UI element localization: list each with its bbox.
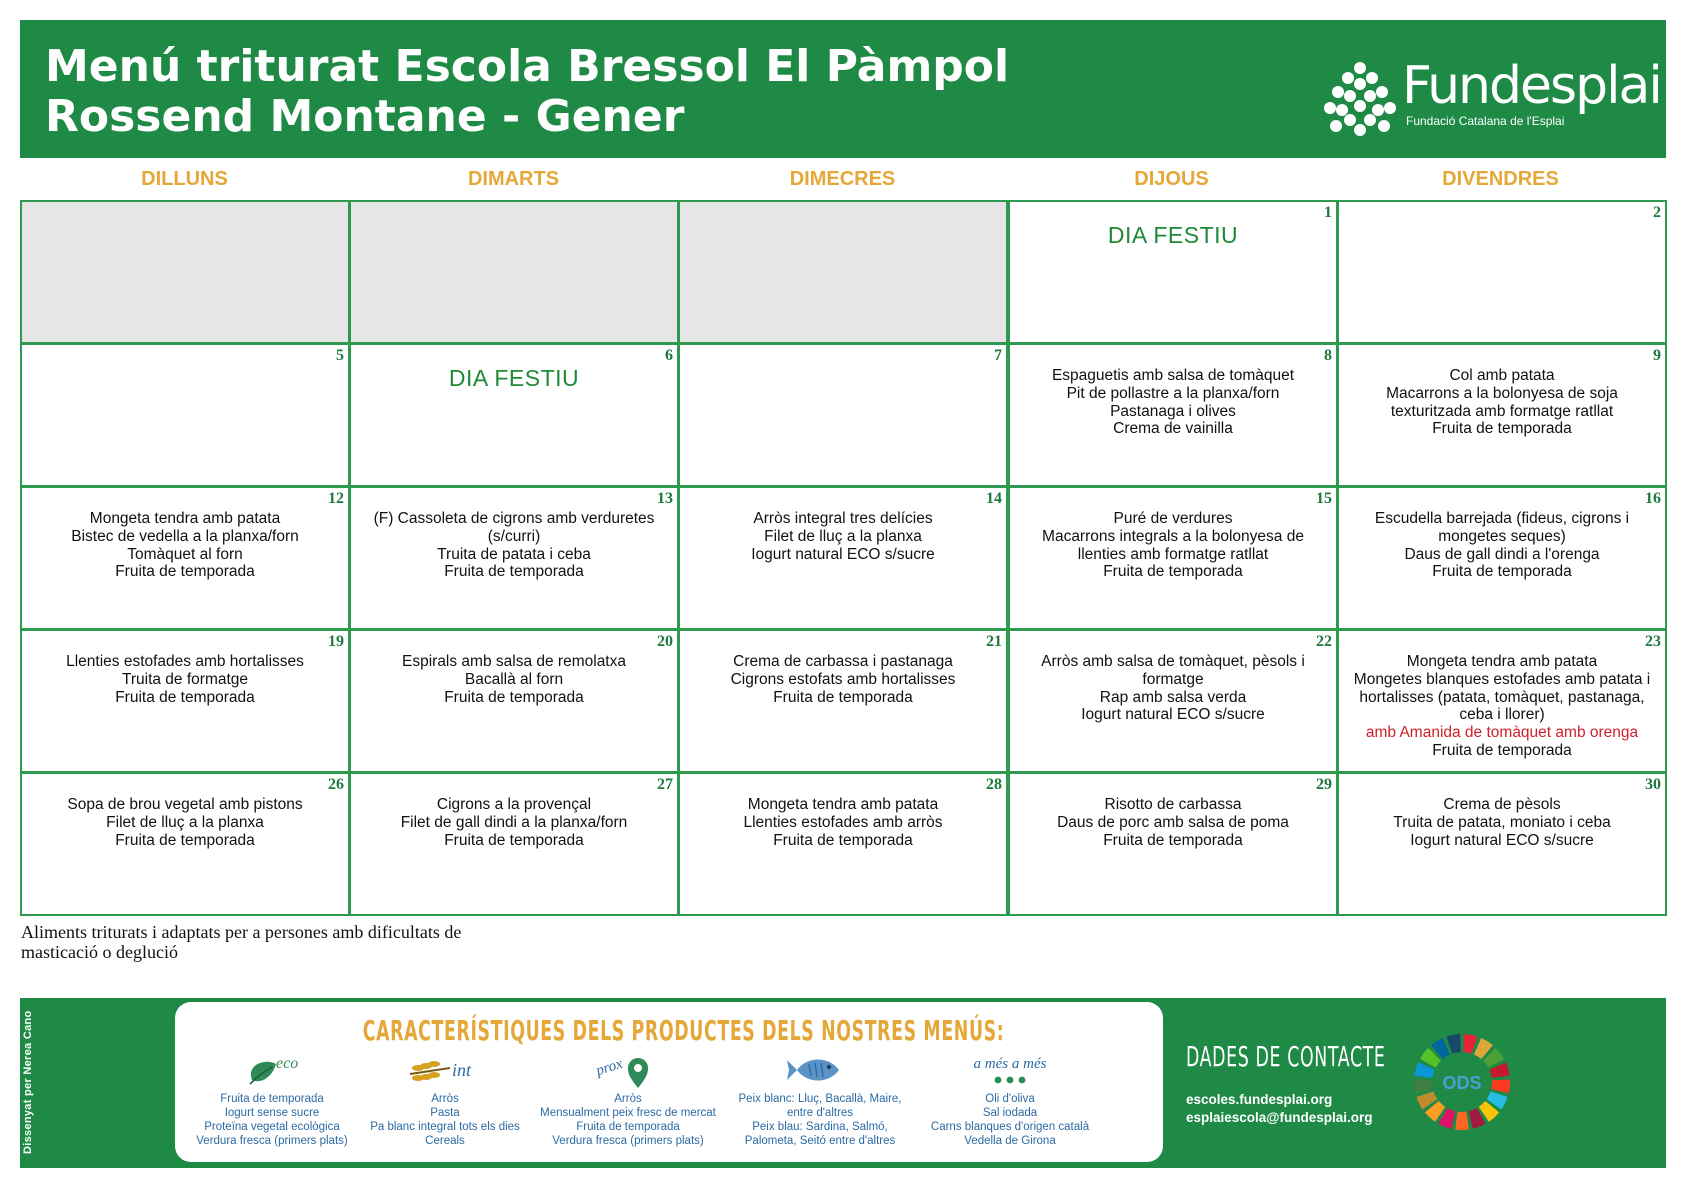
menu-dish: Daus de gall dindi a l'orenga bbox=[1404, 545, 1600, 563]
weekday-wednesday: DIMECRES bbox=[789, 168, 896, 190]
product-line: Pa blanc integral tots els dies bbox=[370, 1121, 520, 1133]
day-cell-wednesday bbox=[678, 629, 1008, 773]
product-line: Sal iodada bbox=[982, 1107, 1038, 1119]
menu-dish: Fruita de temporada bbox=[115, 831, 255, 849]
extras-label: a més a més bbox=[973, 1056, 1047, 1072]
ods-label: ODS bbox=[1442, 1073, 1482, 1093]
day-number: 21 bbox=[986, 633, 1002, 650]
menu-dish: Espaguetis amb salsa de tomàquet bbox=[1051, 367, 1295, 384]
day-number: 19 bbox=[328, 633, 344, 650]
menu-dish: Puré de verdures bbox=[1113, 510, 1233, 527]
day-number: 28 bbox=[986, 776, 1002, 793]
menu-dishes bbox=[36, 796, 334, 849]
menu-dish: Col amb patata bbox=[1449, 367, 1555, 384]
product-line: Cereals bbox=[425, 1135, 465, 1147]
ods-segment bbox=[1463, 1034, 1477, 1054]
day-number: 29 bbox=[1316, 776, 1332, 793]
contact-email-link[interactable]: esplaiescola@fundesplai.org bbox=[1186, 1110, 1373, 1125]
product-integral bbox=[350, 1050, 540, 1148]
ods-wheel-icon bbox=[1412, 1032, 1512, 1132]
day-cell-friday bbox=[1337, 343, 1667, 487]
ods-segment bbox=[1455, 1112, 1469, 1130]
ods-segment bbox=[1414, 1079, 1433, 1093]
menu-dishes bbox=[1353, 796, 1651, 849]
wheat-icon bbox=[400, 1050, 490, 1090]
day-cell-tuesday bbox=[349, 629, 679, 773]
day-number: 23 bbox=[1645, 633, 1661, 650]
weekday-monday: DILLUNS bbox=[141, 168, 228, 190]
menu-dish: Truita de patata i ceba bbox=[437, 545, 591, 563]
brand-name: Fundesplai bbox=[1402, 56, 1661, 116]
weekday-header-row bbox=[20, 164, 1666, 194]
day-number: 26 bbox=[328, 776, 344, 793]
day-cell-friday bbox=[1337, 629, 1667, 773]
day-number: 30 bbox=[1645, 776, 1661, 793]
day-cell-wednesday bbox=[678, 486, 1008, 630]
product-line: Proteïna vegetal ecològica bbox=[204, 1121, 340, 1133]
menu-dish: Fruita de temporada bbox=[1432, 563, 1572, 581]
menu-dish: Fruita de temporada bbox=[115, 688, 255, 706]
menu-dish: Escudella barrejada (fideus, cigrons i mongetes seques) bbox=[1374, 510, 1630, 545]
menu-dishes bbox=[694, 796, 992, 849]
menu-dishes bbox=[1353, 653, 1651, 760]
footer-banner bbox=[20, 998, 1666, 1168]
menu-dish: Llenties estofades amb hortalisses bbox=[66, 653, 304, 670]
menu-dish: Crema de pèsols bbox=[1443, 796, 1561, 813]
menu-dish: Fruita de temporada bbox=[444, 688, 584, 706]
day-number: 5 bbox=[336, 347, 344, 364]
day-number: 13 bbox=[657, 490, 673, 507]
day-cell-tuesday bbox=[349, 486, 679, 630]
menu-dish: Filet de lluç a la planxa bbox=[106, 813, 264, 831]
product-line: Iogurt sense sucre bbox=[224, 1107, 320, 1119]
product-line: entre d'altres bbox=[786, 1107, 854, 1119]
menu-dish: Espirals amb salsa de remolatxa bbox=[402, 653, 626, 670]
menu-dishes bbox=[36, 510, 334, 581]
ods-segment bbox=[1491, 1079, 1510, 1093]
footnote: Aliments triturats i adaptats per a persones amb dificultats de masticació o deglució bbox=[21, 922, 462, 962]
int-label: int bbox=[452, 1060, 472, 1080]
menu-dishes bbox=[365, 796, 663, 849]
fundesplai-logo bbox=[1320, 56, 1661, 146]
day-number: 14 bbox=[986, 490, 1002, 507]
day-cell-monday bbox=[20, 343, 350, 487]
menu-dish: Fruita de temporada bbox=[773, 831, 913, 849]
day-cell-thursday bbox=[1008, 200, 1338, 344]
day-cell-tuesday bbox=[349, 200, 679, 344]
day-cell-friday bbox=[1337, 200, 1667, 344]
menu-dish: Macarrons integrals a la bolonyesa de llenties amb formatge ratllat bbox=[1042, 527, 1304, 563]
menu-dish: Filet de gall dindi a la planxa/forn bbox=[400, 813, 628, 831]
menu-dish: Daus de porc amb salsa de poma bbox=[1057, 813, 1289, 831]
ods-segment bbox=[1446, 1034, 1460, 1054]
menu-dish: Bistec de vedella a la planxa/forn bbox=[71, 527, 299, 545]
brand-subtitle: Fundació Catalana de l'Esplai bbox=[1406, 114, 1565, 128]
menu-dish: Macarrons a la bolonyesa de soja texturitzada amb formatge ratllat bbox=[1386, 384, 1618, 420]
day-cell-friday bbox=[1337, 772, 1667, 916]
menu-dish: Arròs integral tres delícies bbox=[753, 510, 933, 527]
menu-dishes bbox=[365, 653, 663, 706]
contact-website-link[interactable]: escoles.fundesplai.org bbox=[1186, 1092, 1333, 1107]
menu-dishes bbox=[1353, 367, 1651, 438]
menu-dish: Filet de lluç a la planxa bbox=[764, 527, 922, 545]
product-line: Carns blanques d'origen català bbox=[930, 1121, 1090, 1133]
day-cell-thursday bbox=[1008, 486, 1338, 630]
menu-dish: Risotto de carbassa bbox=[1104, 796, 1242, 813]
day-cell-thursday bbox=[1008, 629, 1338, 773]
day-number: 16 bbox=[1645, 490, 1661, 507]
product-eco bbox=[177, 1050, 367, 1148]
product-line: Pasta bbox=[430, 1107, 460, 1119]
header-banner bbox=[20, 20, 1666, 158]
menu-dish: Sopa de brou vegetal amb pistons bbox=[67, 796, 303, 813]
product-line: Vedella de Girona bbox=[964, 1135, 1056, 1147]
menu-dish: Iogurt natural ECO s/sucre bbox=[1081, 706, 1265, 724]
fundesplai-flower-icon bbox=[1320, 60, 1400, 140]
product-line: Palometa, Seitó entre d'altres bbox=[744, 1135, 896, 1147]
day-number: 1 bbox=[1324, 204, 1332, 221]
day-cell-tuesday bbox=[349, 772, 679, 916]
day-number: 15 bbox=[1316, 490, 1332, 507]
page-title: Menú triturat Escola Bressol El Pàmpol Rossend Montane - Gener bbox=[45, 41, 1010, 142]
product-proximity bbox=[533, 1050, 723, 1148]
menu-dish: Pastanaga i olives bbox=[1110, 402, 1236, 420]
menu-dish: Mongetes blanques estofades amb patata i hortalisses (patata, tomàquet, pastanaga, ceba i llorer) bbox=[1353, 670, 1651, 724]
menu-dishes bbox=[1024, 796, 1322, 849]
menu-dish: Tomàquet al forn bbox=[127, 545, 243, 563]
products-title: CARACTERÍSTIQUES DELS PRODUCTES DELS NOSTRES MENÚS: bbox=[362, 1014, 1005, 1047]
day-number: 6 bbox=[665, 347, 673, 364]
day-cell-wednesday bbox=[678, 772, 1008, 916]
product-fish bbox=[725, 1050, 915, 1148]
menu-dish: Mongeta tendra amb patata bbox=[747, 796, 939, 813]
menu-dish: Rap amb salsa verda bbox=[1099, 688, 1247, 706]
menu-dish: Pit de pollastre a la planxa/forn bbox=[1066, 384, 1280, 402]
day-cell-monday bbox=[20, 772, 350, 916]
menu-dish: Fruita de temporada bbox=[1103, 563, 1243, 581]
menu-dishes bbox=[1024, 510, 1322, 581]
product-line: Arròs bbox=[614, 1093, 642, 1105]
menu-dish: Truita de formatge bbox=[121, 670, 249, 688]
holiday-label: DIA FESTIU bbox=[448, 365, 580, 391]
menu-dishes bbox=[694, 653, 992, 706]
day-number: 12 bbox=[328, 490, 344, 507]
menu-dish: Llenties estofades amb arròs bbox=[743, 813, 943, 831]
product-line: Arròs bbox=[431, 1093, 459, 1105]
product-line: Oli d'oliva bbox=[985, 1093, 1035, 1105]
eco-leaf-icon bbox=[232, 1050, 312, 1090]
day-cell-wednesday bbox=[678, 343, 1008, 487]
product-line: Verdura fresca (primers plats) bbox=[552, 1135, 704, 1147]
holiday-label: DIA FESTIU bbox=[1107, 222, 1239, 248]
product-line: Mensualment peix fresc de mercat bbox=[540, 1107, 716, 1119]
day-number: 9 bbox=[1653, 347, 1661, 364]
menu-dishes bbox=[1353, 510, 1651, 581]
day-cell-monday bbox=[20, 200, 350, 344]
menu-dishes bbox=[1024, 653, 1322, 724]
menu-dish: Fruita de temporada bbox=[444, 563, 584, 581]
product-extra bbox=[915, 1050, 1105, 1148]
menu-dishes bbox=[1024, 367, 1322, 438]
menu-dishes bbox=[694, 510, 992, 563]
day-number: 27 bbox=[657, 776, 673, 793]
product-line: Peix blanc: Lluç, Bacallà, Maire, bbox=[738, 1093, 902, 1105]
eco-label: eco bbox=[276, 1055, 299, 1072]
designer-credit: Dissenyat per Nerea Cano bbox=[22, 1010, 34, 1154]
menu-dish-note: amb Amanida de tomàquet amb orenga bbox=[1365, 724, 1639, 742]
menu-dish: Mongeta tendra amb patata bbox=[1406, 653, 1598, 670]
menu-dish: Crema de vainilla bbox=[1113, 420, 1233, 438]
menu-dish: Fruita de temporada bbox=[115, 563, 255, 581]
day-cell-monday bbox=[20, 486, 350, 630]
menu-dish: Crema de carbassa i pastanaga bbox=[733, 653, 953, 670]
day-cell-monday bbox=[20, 629, 350, 773]
day-number: 2 bbox=[1653, 204, 1661, 221]
menu-dish: Fruita de temporada bbox=[1103, 831, 1243, 849]
menu-dish: Mongeta tendra amb patata bbox=[89, 510, 281, 527]
day-cell-thursday bbox=[1008, 772, 1338, 916]
menu-dish: Fruita de temporada bbox=[444, 831, 584, 849]
product-line: Fruita de temporada bbox=[220, 1093, 324, 1105]
menu-dishes bbox=[365, 510, 663, 581]
menu-dish: Fruita de temporada bbox=[1432, 420, 1572, 438]
menu-dish: Fruita de temporada bbox=[773, 688, 913, 706]
menu-calendar-grid bbox=[20, 200, 1666, 915]
menu-dishes bbox=[36, 653, 334, 706]
day-cell-tuesday bbox=[349, 343, 679, 487]
product-line: Peix blau: Sardina, Salmó, bbox=[752, 1121, 888, 1133]
menu-dish: Cigrons a la provençal bbox=[436, 796, 592, 813]
menu-dish: Cigrons estofats amb hortalisses bbox=[730, 670, 956, 688]
menu-dish: Iogurt natural ECO s/sucre bbox=[1410, 831, 1594, 849]
fish-icon bbox=[785, 1050, 855, 1090]
day-cell-wednesday bbox=[678, 200, 1008, 344]
day-number: 7 bbox=[994, 347, 1002, 364]
menu-dish: Truita de patata, moniato i ceba bbox=[1393, 813, 1611, 831]
product-line: Verdura fresca (primers plats) bbox=[196, 1135, 348, 1147]
menu-dish: (F) Cassoleta de cigrons amb verduretes (s/curri) bbox=[373, 510, 655, 545]
prox-label: prox bbox=[594, 1055, 625, 1080]
products-panel bbox=[175, 1002, 1163, 1162]
menu-dish: Iogurt natural ECO s/sucre bbox=[751, 545, 935, 563]
day-number: 20 bbox=[657, 633, 673, 650]
weekday-tuesday: DIMARTS bbox=[467, 168, 560, 190]
day-cell-thursday bbox=[1008, 343, 1338, 487]
menu-dish: Arròs amb salsa de tomàquet, pèsols i formatge bbox=[1041, 653, 1305, 688]
menu-dish: Fruita de temporada bbox=[1432, 741, 1572, 759]
day-cell-friday bbox=[1337, 486, 1667, 630]
product-line: Fruita de temporada bbox=[576, 1121, 680, 1133]
extras-dots-icon bbox=[935, 1050, 1085, 1092]
weekday-friday: DIVENDRES bbox=[1442, 168, 1559, 190]
contact-title: DADES DE CONTACTE bbox=[1186, 1040, 1386, 1073]
day-number: 22 bbox=[1316, 633, 1332, 650]
day-number: 8 bbox=[1324, 347, 1332, 364]
menu-dish: Bacallà al forn bbox=[464, 670, 564, 688]
weekday-thursday: DIJOUS bbox=[1134, 168, 1209, 190]
location-pin-icon bbox=[588, 1050, 668, 1092]
